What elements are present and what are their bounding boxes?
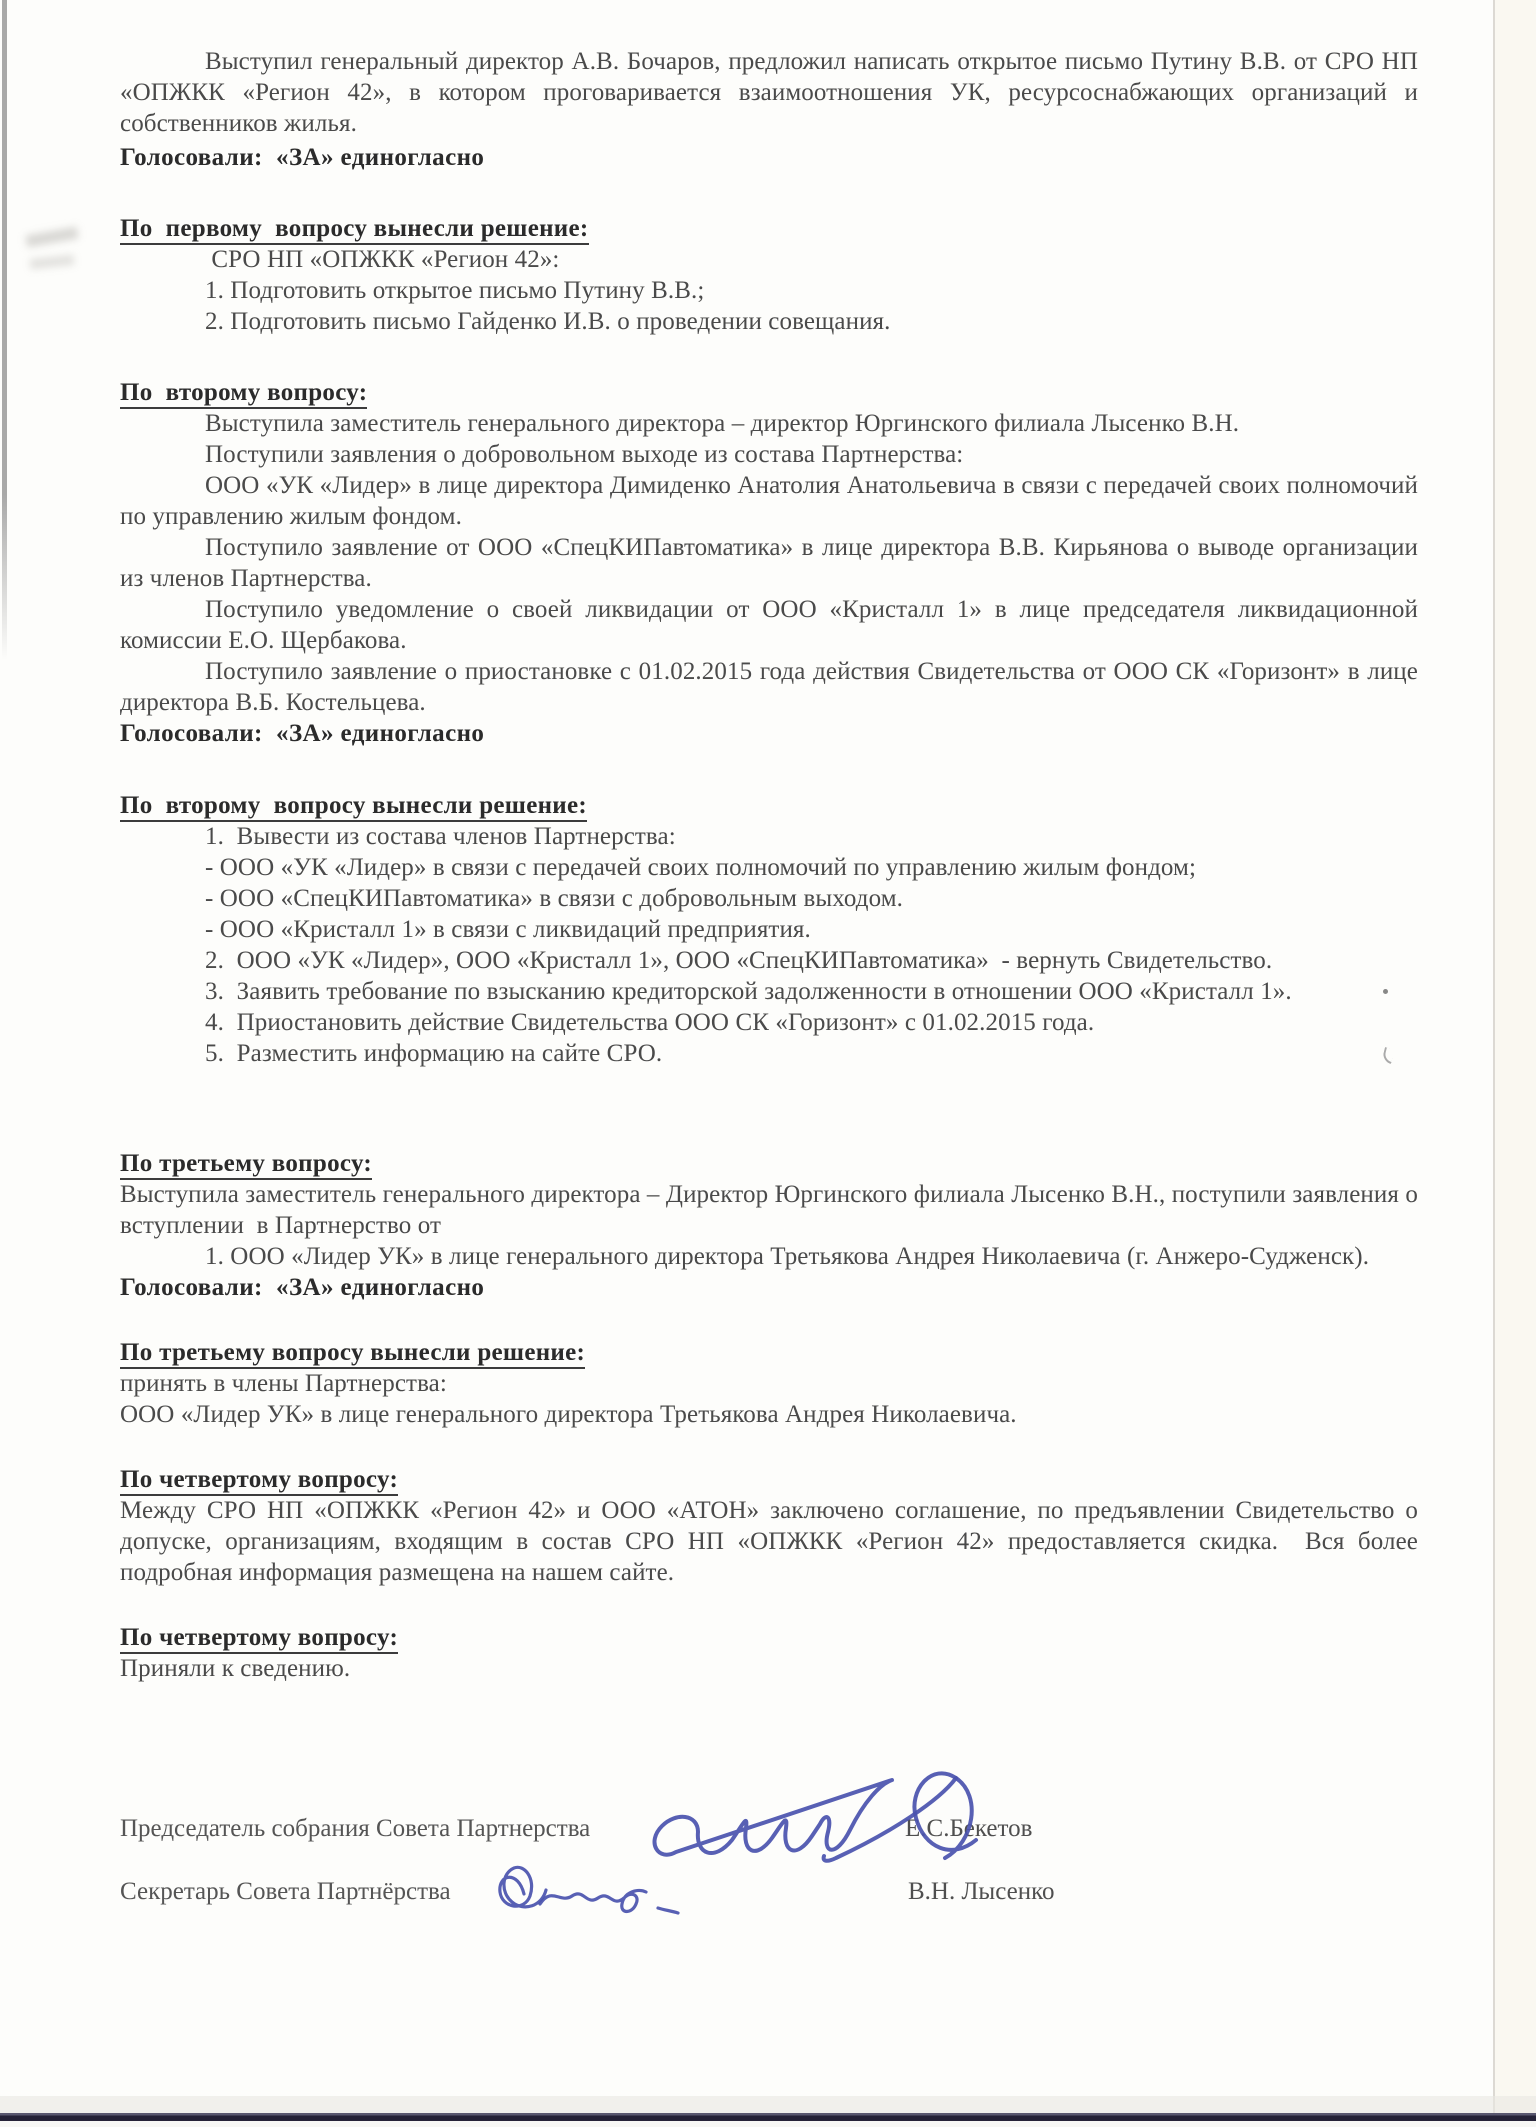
text-run: 2. Подготовить письмо Гайденко И.В. о проведении совещания. xyxy=(205,308,891,335)
list-item xyxy=(120,275,1418,306)
text-run: Выступил генеральный директор А.В. Бочаров, предложил написать открытое письмо Путину В.В. от СРО НП «ОПЖКК «Регион 42», в котором проговаривается взаимоотношения УК, ресурсоснабжающих организаций и собственников жилья. xyxy=(120,48,1418,137)
scan-page-edge-line xyxy=(1493,0,1495,2113)
text-run: 1. Подготовить открытое письмо Путину В.В.; xyxy=(205,277,705,304)
text-run: - ООО «СпецКИПавтоматика» в связи с добровольным выходом. xyxy=(205,885,903,912)
scan-right-margin-tint xyxy=(1495,0,1536,2113)
list-item xyxy=(120,945,1418,976)
chairman-name: Е.С.Бекетов xyxy=(905,1815,1033,1842)
list-item xyxy=(120,976,1418,1007)
text-run: Поступили заявления о добровольном выходе из состава Партнерства: xyxy=(205,441,964,468)
section-heading xyxy=(120,1337,1418,1368)
text-run: Между СРО НП «ОПЖКК «Регион 42» и ООО «АТОН» заключено соглашение, по предъявлении Свидетельство о допуске, организациям, входящим в состав СРО НП «ОПЖКК «Регион 42» предоставляется скидка. Вся более подробная информация размещена на нашем сайте. xyxy=(120,1497,1418,1586)
text-run: Поступило заявление от ООО «СпецКИПавтоматика» в лице директора В.В. Кирьянова о выводе организации из членов Партнерства. xyxy=(120,534,1418,592)
chairman-title-label: Председатель собрания Совета Партнерства xyxy=(120,1815,591,1842)
text-run: По четвертому вопросу: xyxy=(120,1466,398,1496)
text-run: 2. ООО «УК «Лидер», ООО «Кристалл 1», ООО «СпецКИПавтоматика» - вернуть Свидетельство. xyxy=(205,947,1273,974)
scan-below-edge xyxy=(0,2121,1536,2127)
document-body xyxy=(120,46,1418,1684)
scan-bottom-smear xyxy=(0,2096,1536,2113)
paragraph xyxy=(120,46,1418,139)
text-run: Выступила заместитель генерального директора – Директор Юргинского филиала Лысенко В.Н., поступили заявления о вступлении в Партнерство от xyxy=(120,1181,1418,1239)
text-run: 1. Вывести из состава членов Партнерства: xyxy=(205,823,676,850)
text-run: - ООО «Кристалл 1» в связи с ликвидаций предприятия. xyxy=(205,916,811,943)
paragraph xyxy=(120,1179,1418,1241)
text-run: 5. Разместить информацию на сайте СРО. xyxy=(205,1040,663,1067)
list-item xyxy=(120,852,1418,883)
text-run: 1. ООО «Лидер УК» в лице генерального директора Третьякова Андрея Николаевича (г. Анжеро-Судженск). xyxy=(205,1243,1370,1270)
text-run: Голосовали: «ЗА» единогласно xyxy=(120,144,485,171)
scan-bottom-edge-line xyxy=(0,2113,1536,2121)
section-heading xyxy=(120,1464,1418,1495)
section-heading xyxy=(120,213,1418,244)
text-run: СРО НП «ОПЖКК «Регион 42»: xyxy=(205,246,560,273)
text-run: По первому вопросу вынесли решение: xyxy=(120,215,589,245)
text-run: Голосовали: «ЗА» единогласно xyxy=(120,720,485,747)
text-run: Выступила заместитель генерального директора – директор Юргинского филиала Лысенко В.Н. xyxy=(205,410,1240,437)
paragraph xyxy=(120,1495,1418,1588)
paragraph xyxy=(120,1653,1418,1684)
list-item xyxy=(120,821,1418,852)
list-item xyxy=(120,306,1418,337)
text-run: ООО «Лидер УК» в лице генерального директора Третьякова Андрея Николаевича. xyxy=(120,1401,1017,1428)
section-heading xyxy=(120,790,1418,821)
paragraph xyxy=(120,470,1418,532)
list-item xyxy=(120,914,1418,945)
section-heading xyxy=(120,1148,1418,1179)
text-run: 3. Заявить требование по взысканию кредиторской задолженности в отношении ООО «Кристалл 1». xyxy=(205,978,1292,1005)
text-run: Голосовали: «ЗА» единогласно xyxy=(120,1274,485,1301)
secretary-title-label: Секретарь Совета Партнёрства xyxy=(120,1878,451,1905)
text-run: ООО «УК «Лидер» в лице директора Димиденко Анатолия Анатольевича в связи с передачей своих полномочий по управлению жилым фондом. xyxy=(120,472,1418,530)
text-run: 4. Приостановить действие Свидетельства ООО СК «Горизонт» с 01.02.2015 года. xyxy=(205,1009,1095,1036)
paragraph xyxy=(120,656,1418,718)
signature-row-secretary xyxy=(120,1878,1418,1912)
text-run: принять в члены Партнерства: xyxy=(120,1370,447,1397)
text-run: По второму вопросу: xyxy=(120,379,367,409)
paragraph xyxy=(120,1399,1418,1430)
scan-left-edge-shadow xyxy=(2,0,7,660)
list-item xyxy=(120,883,1418,914)
chairman-handwritten-signature xyxy=(640,1766,992,1876)
paragraph xyxy=(120,532,1418,594)
text-run: - ООО «УК «Лидер» в связи с передачей своих полномочий по управлению жилым фондом; xyxy=(205,854,1196,881)
paragraph xyxy=(120,408,1418,439)
text-run: По третьему вопросу вынесли решение: xyxy=(120,1339,585,1369)
text-run: Поступило заявление о приостановке с 01.02.2015 года действия Свидетельства от ООО СК «Горизонт» в лице директора В.Б. Костельцева. xyxy=(120,658,1418,716)
pencil-smudge xyxy=(25,227,78,248)
list-item xyxy=(120,244,1418,275)
paragraph xyxy=(120,1241,1418,1272)
pencil-smudge xyxy=(30,255,75,270)
text-run: По второму вопросу вынесли решение: xyxy=(120,792,587,822)
text-run: По четвертому вопросу: xyxy=(120,1624,398,1654)
paragraph xyxy=(120,439,1418,470)
text-run: Поступило уведомление о своей ликвидации от ООО «Кристалл 1» в лице председателя ликвидационной комиссии Е.О. Щербакова. xyxy=(120,596,1418,654)
vote-result-line xyxy=(120,718,1418,749)
text-run: Приняли к сведению. xyxy=(120,1655,351,1682)
paragraph xyxy=(120,594,1418,656)
vote-result-line xyxy=(120,1272,1418,1303)
secretary-name: В.Н. Лысенко xyxy=(908,1878,1055,1905)
list-item xyxy=(120,1038,1418,1069)
text-run: По третьему вопросу: xyxy=(120,1150,372,1180)
paragraph xyxy=(120,1368,1418,1399)
section-heading xyxy=(120,1622,1418,1653)
vote-result-line xyxy=(120,142,1418,173)
secretary-handwritten-signature xyxy=(488,1856,692,1930)
list-item xyxy=(120,1007,1418,1038)
section-heading xyxy=(120,377,1418,408)
